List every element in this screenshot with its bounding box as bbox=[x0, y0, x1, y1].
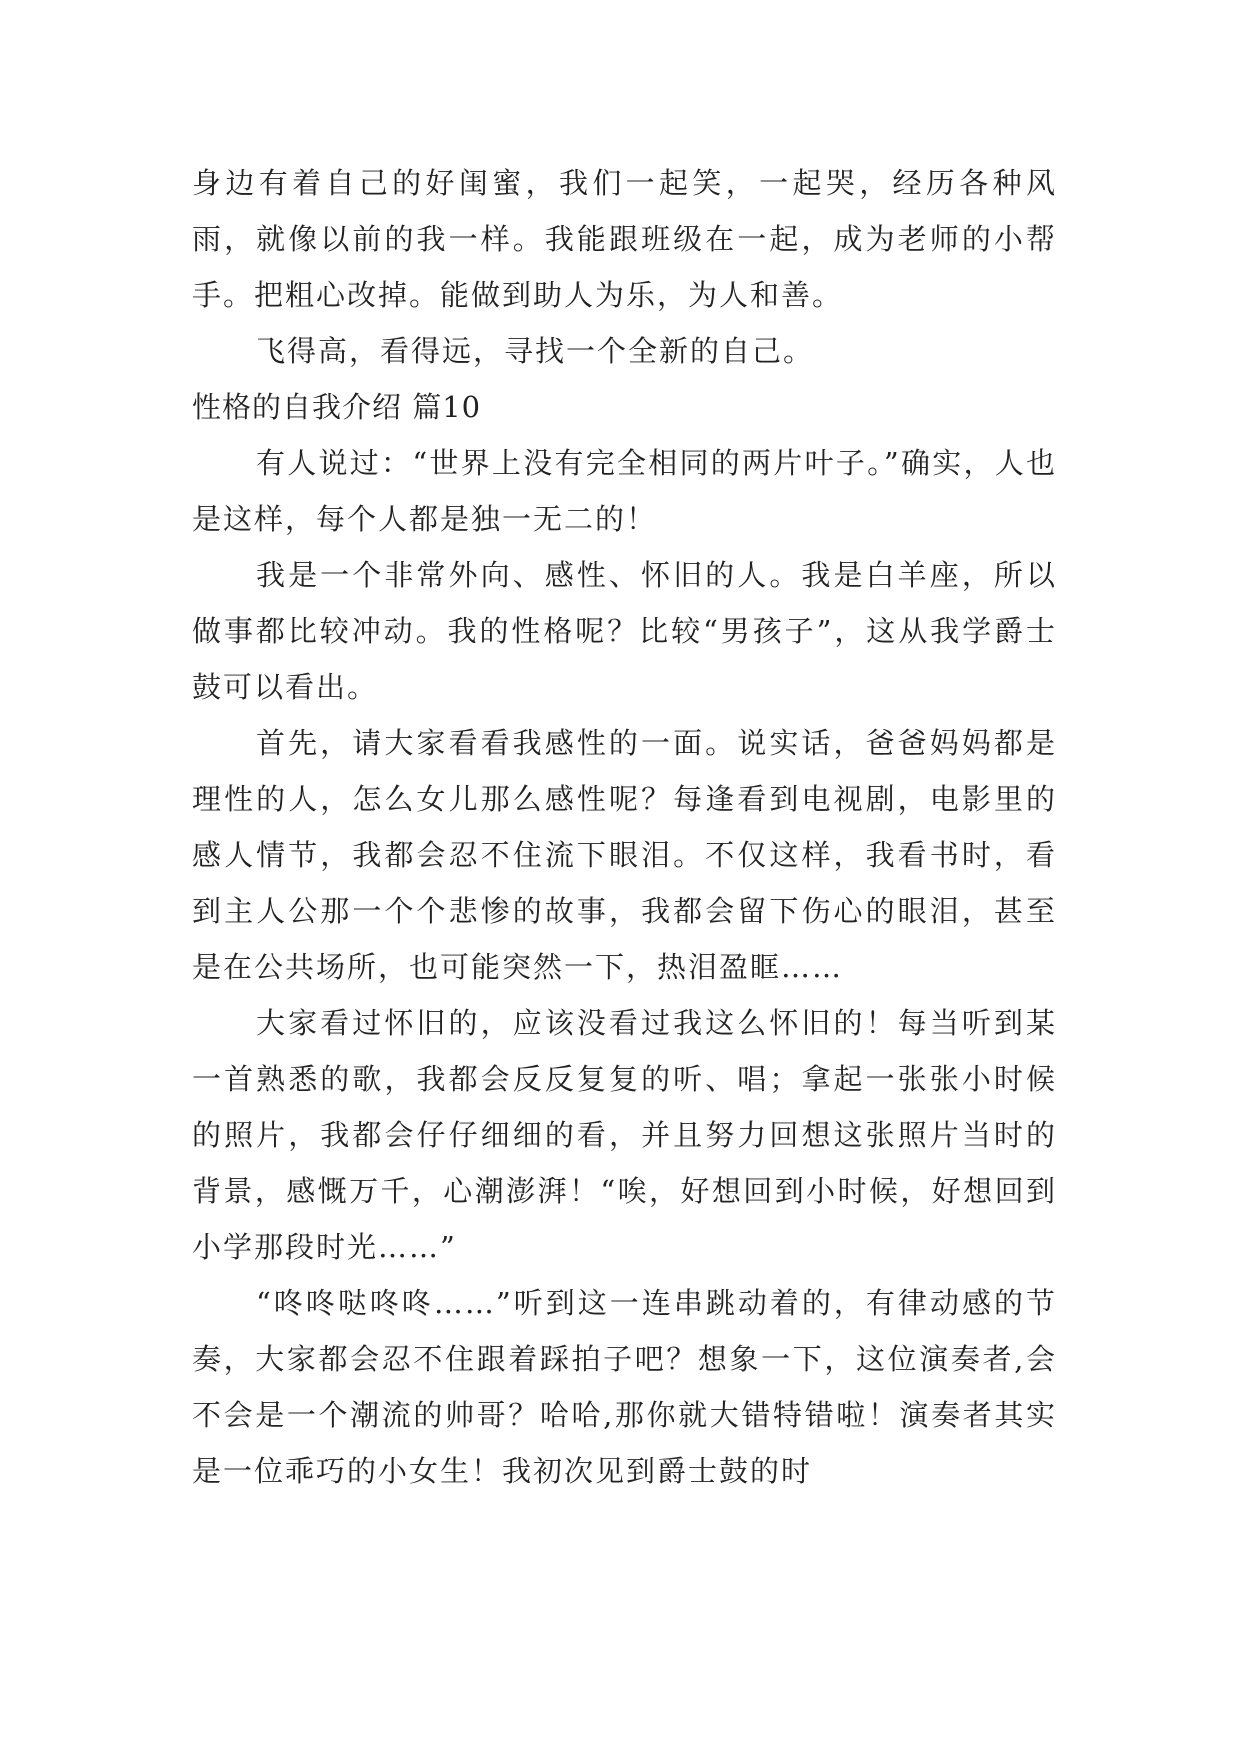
paragraph-4: 大家看过怀旧的，应该没看过我这么怀旧的！每当听到某一首熟悉的歌，我都会反反复复的听、唱；拿起一张张小时候的照片，我都会仔仔细细的看，并且努力回想这张照片当时的背景，感慨万千，心潮澎湃！“唉，好想回到小时候，好想回到小学那段时光……” bbox=[192, 1006, 1057, 1264]
paragraph-intro-1: 身边有着自己的好闺蜜，我们一起笑，一起哭，经历各种风雨，就像以前的我一样。我能跟班级在一起，成为老师的小帮手。把粗心改掉。能做到助人为乐，为人和善。 bbox=[192, 166, 1057, 312]
paragraph-2: 我是一个非常外向、感性、怀旧的人。我是白羊座，所以做事都比较冲动。我的性格呢？比较“男孩子”，这从我学爵士鼓可以看出。 bbox=[192, 558, 1057, 704]
paragraph-intro-2: 飞得高，看得远，寻找一个全新的自己。 bbox=[256, 334, 815, 368]
section-heading: 性格的自我介绍 篇10 bbox=[192, 390, 482, 424]
paragraph-5: “咚咚哒咚咚……”听到这一连串跳动着的，有律动感的节奏，大家都会忍不住跟着踩拍子吧？想象一下，这位演奏者,会不会是一个潮流的帅哥？哈哈,那你就大错特错啦！演奏者其实是一位乖巧的小女生！我初次见到爵士鼓的时 bbox=[192, 1286, 1057, 1488]
paragraph-1: 有人说过：“世界上没有完全相同的两片叶子。”确实，人也是这样，每个人都是独一无二的！ bbox=[192, 446, 1057, 536]
paragraph-3: 首先，请大家看看我感性的一面。说实话，爸爸妈妈都是理性的人，怎么女儿那么感性呢？每逢看到电视剧，电影里的感人情节，我都会忍不住流下眼泪。不仅这样，我看书时，看到主人公那一个个悲惨的故事，我都会留下伤心的眼泪，甚至是在公共场所，也可能突然一下，热泪盈眶…… bbox=[192, 726, 1057, 984]
document-body bbox=[192, 155, 1057, 1499]
